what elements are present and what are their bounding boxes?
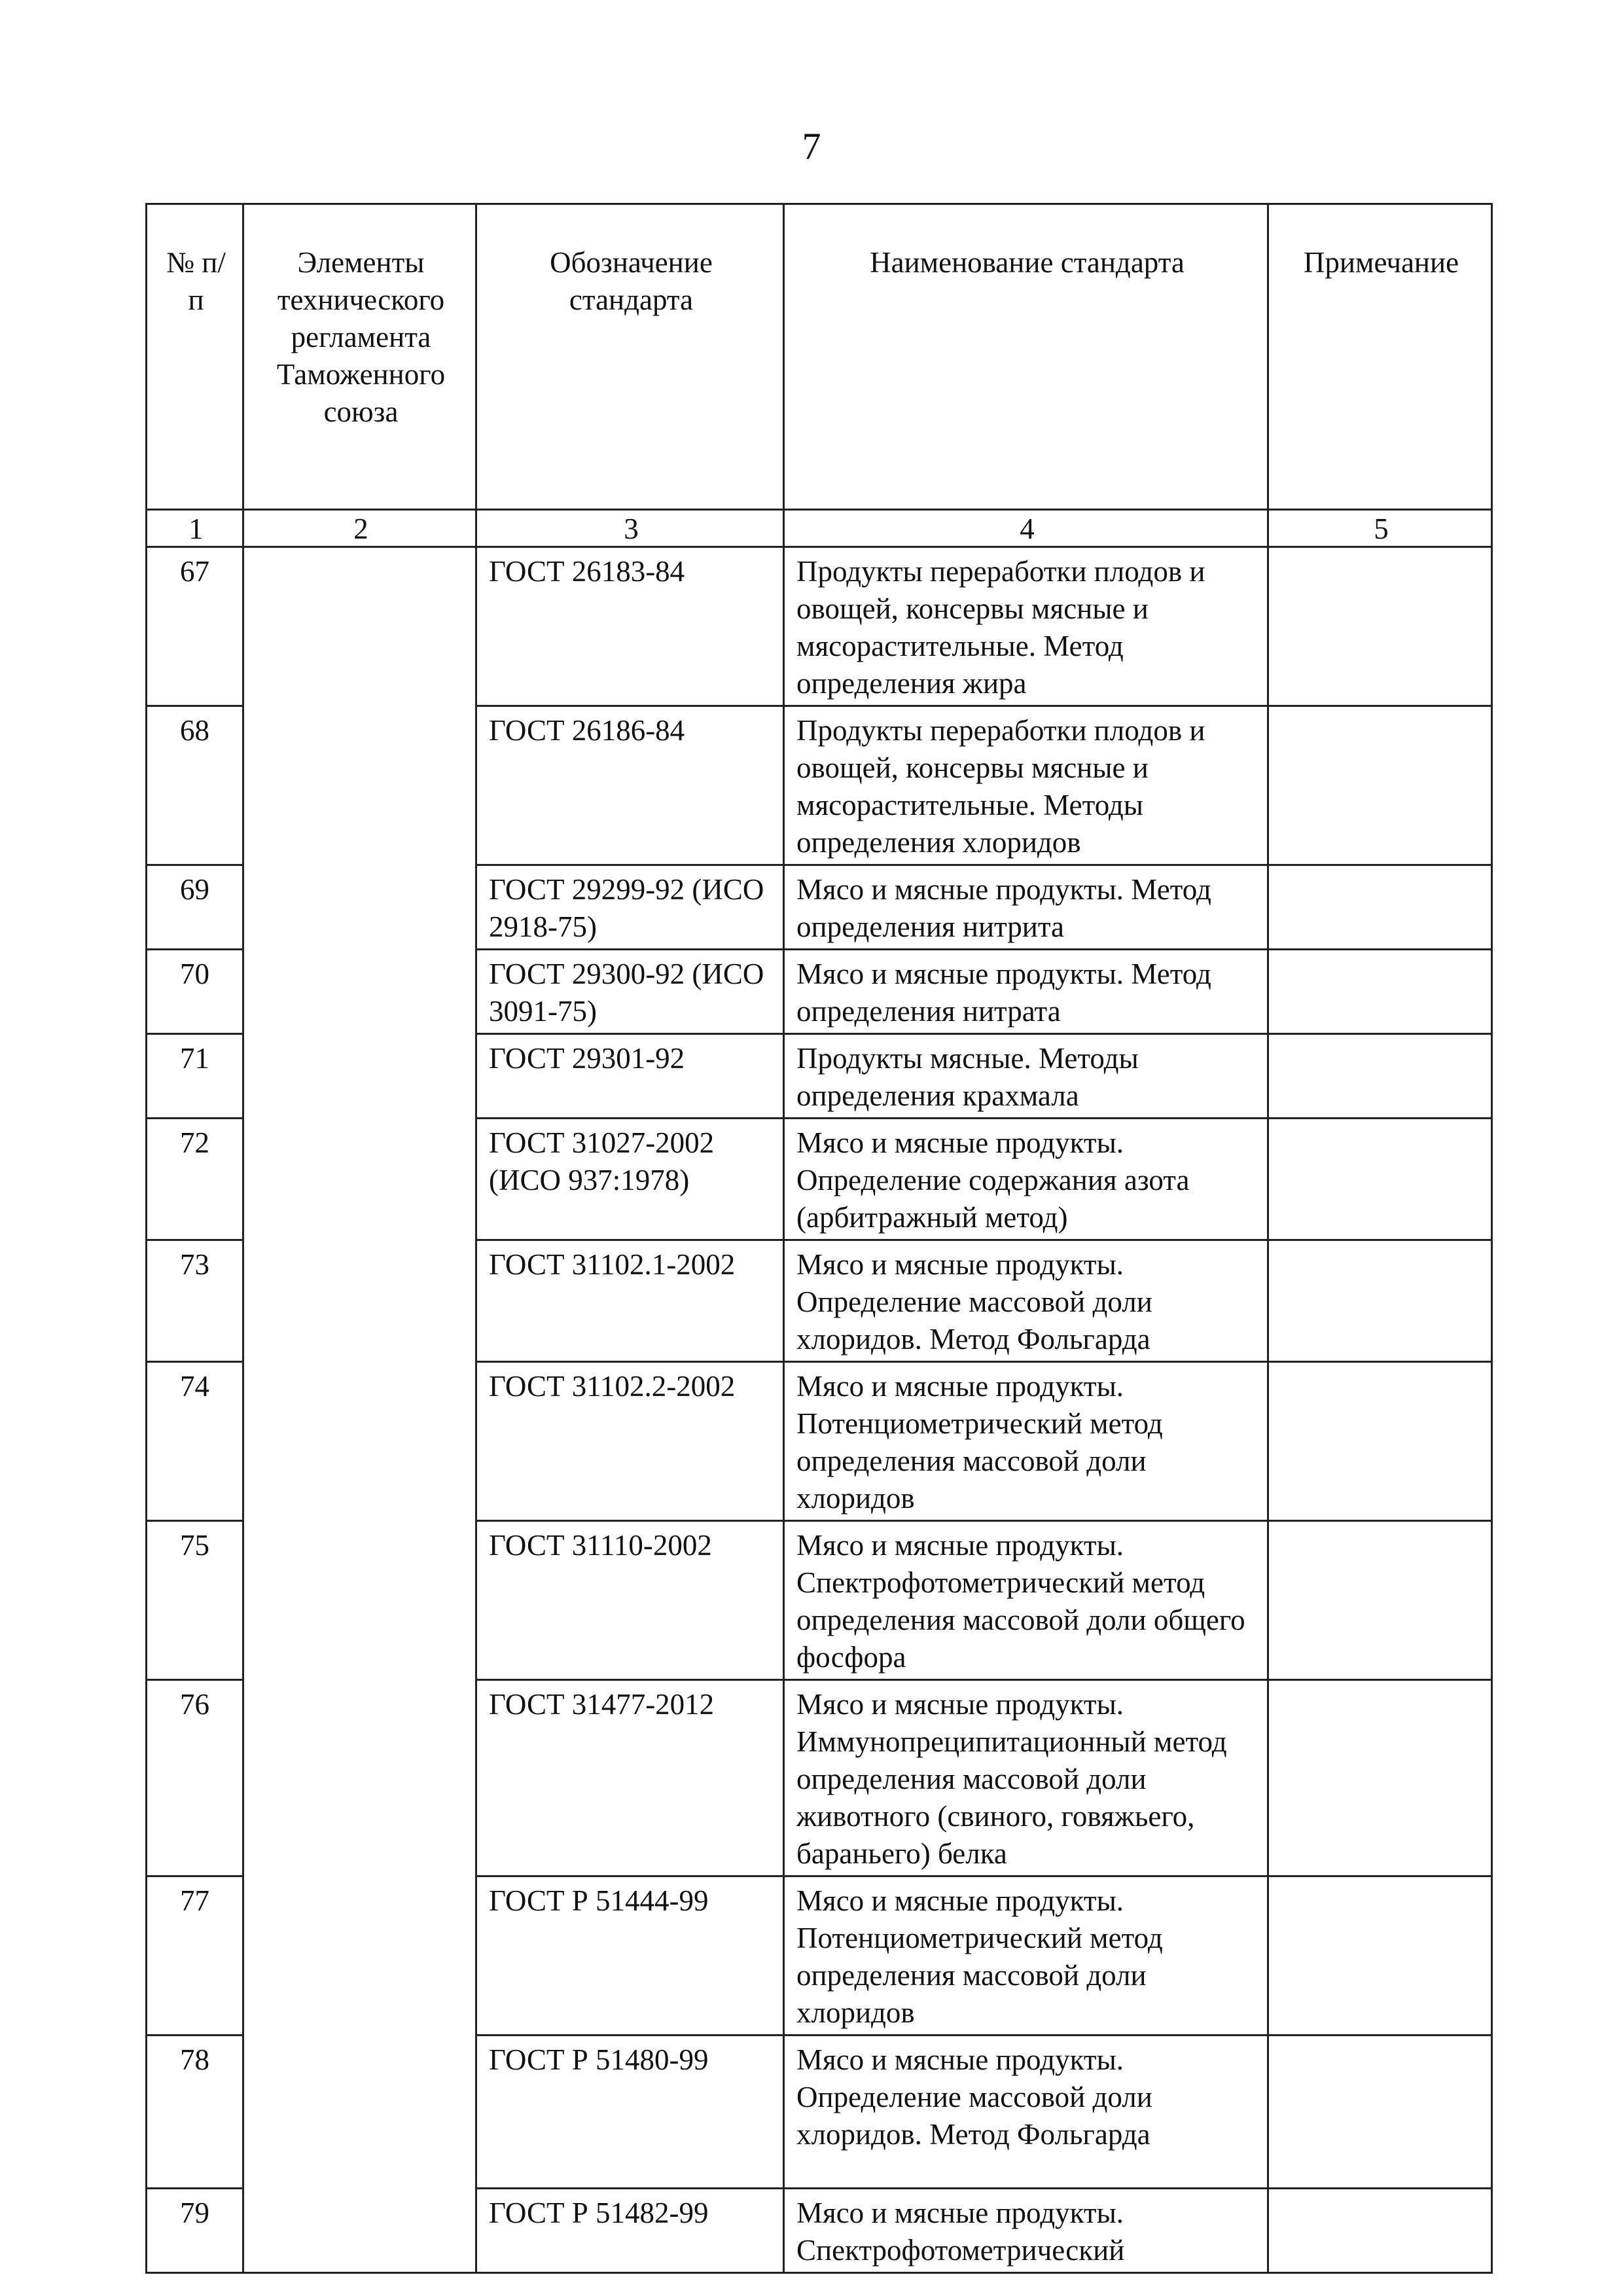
row-number: 67 — [147, 547, 243, 706]
header-standard-name: Наименование стандарта — [784, 204, 1268, 510]
table-header-row — [147, 204, 1492, 510]
standard-name: Мясо и мясные продукты. Определение содержания азота (арбитражный метод) — [784, 1119, 1268, 1240]
standard-designation: ГОСТ 31110-2002 — [476, 1521, 784, 1680]
note-cell — [1268, 2036, 1492, 2189]
standard-name: Мясо и мясные продукты. Спектрофотометрический метод определения массовой доли общего фосфора — [784, 1521, 1268, 1680]
row-number: 68 — [147, 706, 243, 865]
row-number: 78 — [147, 2036, 243, 2189]
table-row — [147, 547, 1492, 706]
note-cell — [1268, 547, 1492, 706]
column-numbers-row — [147, 510, 1492, 547]
note-cell — [1268, 950, 1492, 1034]
standard-designation: ГОСТ Р 51482-99 — [476, 2189, 784, 2273]
header-regulation-elements: Элементы технического регламента Таможенного союза — [243, 204, 476, 510]
row-number: 74 — [147, 1362, 243, 1521]
header-note: Примечание — [1268, 204, 1492, 510]
column-number: 5 — [1268, 510, 1492, 547]
note-cell — [1268, 1034, 1492, 1119]
row-number: 75 — [147, 1521, 243, 1680]
standard-name: Мясо и мясные продукты. Метод определения нитрата — [784, 950, 1268, 1034]
row-number: 71 — [147, 1034, 243, 1119]
standard-name: Мясо и мясные продукты. Метод определения нитрита — [784, 865, 1268, 950]
standard-name: Мясо и мясные продукты. Иммунопреципитационный метод определения массовой доли животного (свиного, говяжьего, бараньего) белка — [784, 1680, 1268, 1876]
column-number: 3 — [476, 510, 784, 547]
note-cell — [1268, 2189, 1492, 2273]
standard-designation: ГОСТ 26183-84 — [476, 547, 784, 706]
standard-designation: ГОСТ 29299-92 (ИСО 2918-75) — [476, 865, 784, 950]
row-number: 73 — [147, 1240, 243, 1362]
note-cell — [1268, 1362, 1492, 1521]
column-number: 4 — [784, 510, 1268, 547]
standard-designation: ГОСТ Р 51480-99 — [476, 2036, 784, 2189]
row-number: 77 — [147, 1876, 243, 2036]
standard-name: Продукты переработки плодов и овощей, консервы мясные и мясорастительные. Метод определения жира — [784, 547, 1268, 706]
standard-name: Мясо и мясные продукты. Потенциометрический метод определения массовой доли хлоридов — [784, 1876, 1268, 2036]
note-cell — [1268, 706, 1492, 865]
column-number: 1 — [147, 510, 243, 547]
header-standard-designation: Обозначение стандарта — [476, 204, 784, 510]
standard-name: Мясо и мясные продукты. Определение массовой доли хлоридов. Метод Фольгарда — [784, 1240, 1268, 1362]
standard-designation: ГОСТ 26186-84 — [476, 706, 784, 865]
standards-table — [145, 203, 1493, 2274]
note-cell — [1268, 865, 1492, 950]
row-number: 76 — [147, 1680, 243, 1876]
regulation-elements-cell — [243, 547, 476, 2273]
note-cell — [1268, 1240, 1492, 1362]
row-number: 70 — [147, 950, 243, 1034]
standard-name: Мясо и мясные продукты. Спектрофотометрический — [784, 2189, 1268, 2273]
row-number: 69 — [147, 865, 243, 950]
column-number: 2 — [243, 510, 476, 547]
row-number: 79 — [147, 2189, 243, 2273]
standard-designation: ГОСТ 31477-2012 — [476, 1680, 784, 1876]
standard-designation: ГОСТ 31027-2002 (ИСО 937:1978) — [476, 1119, 784, 1240]
standard-designation: ГОСТ 31102.1-2002 — [476, 1240, 784, 1362]
note-cell — [1268, 1119, 1492, 1240]
note-cell — [1268, 1680, 1492, 1876]
standard-name: Продукты переработки плодов и овощей, консервы мясные и мясорастительные. Методы определения хлоридов — [784, 706, 1268, 865]
standard-name: Мясо и мясные продукты. Определение массовой доли хлоридов. Метод Фольгарда — [784, 2036, 1268, 2189]
note-cell — [1268, 1876, 1492, 2036]
header-number: № п/п — [147, 204, 243, 510]
page-number: 7 — [802, 125, 821, 168]
standard-designation: ГОСТ 31102.2-2002 — [476, 1362, 784, 1521]
standard-designation: ГОСТ 29300-92 (ИСО 3091-75) — [476, 950, 784, 1034]
standard-designation: ГОСТ Р 51444-99 — [476, 1876, 784, 2036]
note-cell — [1268, 1521, 1492, 1680]
row-number: 72 — [147, 1119, 243, 1240]
standard-designation: ГОСТ 29301-92 — [476, 1034, 784, 1119]
standard-name: Мясо и мясные продукты. Потенциометрический метод определения массовой доли хлоридов — [784, 1362, 1268, 1521]
standard-name: Продукты мясные. Методы определения крахмала — [784, 1034, 1268, 1119]
